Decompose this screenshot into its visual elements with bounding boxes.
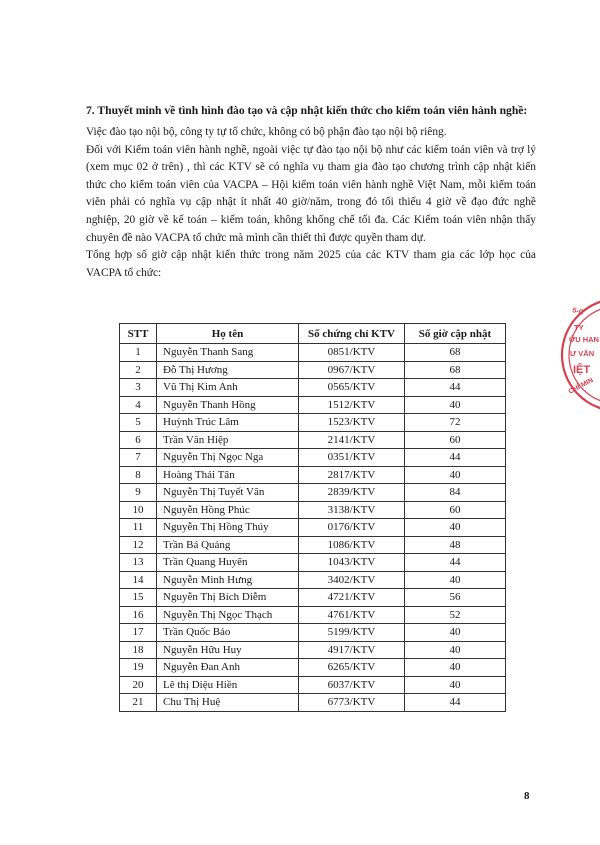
cell-stt: 6 <box>120 431 157 449</box>
cell-stt: 1 <box>120 344 157 362</box>
cell-cert: 0351/KTV <box>299 449 405 467</box>
cell-name: Chu Thị Huệ <box>157 694 299 712</box>
cell-stt: 7 <box>120 449 157 467</box>
cell-name: Lê thị Diệu Hiền <box>157 676 299 694</box>
cell-stt: 20 <box>120 676 157 694</box>
cell-hours: 44 <box>405 554 506 572</box>
cell-hours: 68 <box>405 344 506 362</box>
cell-cert: 0565/KTV <box>299 379 405 397</box>
seal-text-4: Ư VẤN <box>570 349 595 358</box>
cell-name: Nguyễn Hữu Huy <box>157 641 299 659</box>
cell-name: Nguyễn Minh Hưng <box>157 571 299 589</box>
cell-hours: 60 <box>405 501 506 519</box>
cell-hours: 40 <box>405 571 506 589</box>
cell-stt: 18 <box>120 641 157 659</box>
seal-text-3: ỨU HẠN <box>569 335 599 344</box>
cell-stt: 3 <box>120 379 157 397</box>
cell-stt: 17 <box>120 624 157 642</box>
cell-stt: 10 <box>120 501 157 519</box>
table-row <box>120 624 506 642</box>
table-row <box>120 466 506 484</box>
table-row <box>120 361 506 379</box>
table-row <box>120 484 506 502</box>
cell-cert: 1086/KTV <box>299 536 405 554</box>
table-row <box>120 519 506 537</box>
cell-hours: 40 <box>405 676 506 694</box>
table-row <box>120 676 506 694</box>
cell-hours: 72 <box>405 414 506 432</box>
cell-name: Huỳnh Trúc Lâm <box>157 414 299 432</box>
cell-hours: 44 <box>405 379 506 397</box>
table-row <box>120 379 506 397</box>
table-row <box>120 501 506 519</box>
cell-name: Nguyễn Thị Ngọc Nga <box>157 449 299 467</box>
cell-stt: 8 <box>120 466 157 484</box>
cell-cert: 6265/KTV <box>299 659 405 677</box>
cell-name: Hoàng Thái Tân <box>157 466 299 484</box>
table-row <box>120 344 506 362</box>
cell-cert: 2141/KTV <box>299 431 405 449</box>
table-row <box>120 589 506 607</box>
cell-hours: 84 <box>405 484 506 502</box>
table-header-row <box>120 324 506 344</box>
cell-cert: 2839/KTV <box>299 484 405 502</box>
table-row <box>120 449 506 467</box>
cell-name: Nguyễn Đan Anh <box>157 659 299 677</box>
table-row <box>120 694 506 712</box>
paragraph-ktv-obligations: Đối với Kiểm toán viên hành nghề, ngoài việc tự đào tạo nội bộ như các kiểm toán viên và trợ lý (xem mục 02 ở trên) , thì các KTV sẽ có nghĩa vụ tham gia đào tạo chương trình cập nhật kiến thức cho kiểm toán viên của VACPA – Hội kiểm toán viên hành nghề Việt Nam, mỗi kiểm toán viên phải có nghĩa vụ cập nhật ít nhất 40 giờ/năm, trong đó tối thiểu 4 giờ về đạo đức nghề nghiệp, 20 giờ về kế toán – kiểm toán, không khống chế tối đa. Các Kiểm toán viên nhận thấy chuyên đề nào VACPA tổ chức mà mình cần thiết thì được quyền tham dự. <box>86 143 536 244</box>
cell-hours: 40 <box>405 396 506 414</box>
cell-name: Nguyễn Thanh Hồng <box>157 396 299 414</box>
cell-hours: 56 <box>405 589 506 607</box>
page-number: 8 <box>524 790 530 802</box>
cell-hours: 40 <box>405 659 506 677</box>
cell-stt: 5 <box>120 414 157 432</box>
cell-hours: 44 <box>405 694 506 712</box>
section-heading: 7. Thuyết minh về tình hình đào tạo và cập nhật kiến thức cho kiểm toán viên hành nghề: <box>86 104 528 117</box>
cell-hours: 60 <box>405 431 506 449</box>
seal-text-1: 5-C <box>571 307 585 317</box>
seal-text-2: TY <box>574 323 584 332</box>
cell-hours: 44 <box>405 449 506 467</box>
cell-hours: 40 <box>405 466 506 484</box>
table-row <box>120 571 506 589</box>
table-row <box>120 554 506 572</box>
cell-cert: 1043/KTV <box>299 554 405 572</box>
cell-name: Nguyễn Thị Ngọc Thạch <box>157 606 299 624</box>
cell-hours: 40 <box>405 624 506 642</box>
cell-name: Nguyễn Hồng Phúc <box>157 501 299 519</box>
cell-stt: 14 <box>120 571 157 589</box>
seal-text-5: IỆT <box>573 364 591 376</box>
cell-cert: 0851/KTV <box>299 344 405 362</box>
cell-name: Nguyễn Thị Hồng Thúy <box>157 519 299 537</box>
table-row <box>120 396 506 414</box>
cell-cert: 4761/KTV <box>299 606 405 624</box>
cell-stt: 19 <box>120 659 157 677</box>
cell-cert: 1512/KTV <box>299 396 405 414</box>
table-row <box>120 641 506 659</box>
cell-name: Trần Quang Huyên <box>157 554 299 572</box>
cell-cert: 0967/KTV <box>299 361 405 379</box>
cell-stt: 15 <box>120 589 157 607</box>
cell-hours: 40 <box>405 641 506 659</box>
cell-cert: 3138/KTV <box>299 501 405 519</box>
cell-cert: 5199/KTV <box>299 624 405 642</box>
cell-hours: 52 <box>405 606 506 624</box>
cell-stt: 9 <box>120 484 157 502</box>
table-row <box>120 414 506 432</box>
paragraph-internal-training: Việc đào tạo nội bộ, công ty tự tổ chức, không có bộ phận đào tạo nội bộ riêng. <box>86 126 447 138</box>
table-row <box>120 536 506 554</box>
header-stt: STT <box>120 324 157 344</box>
cell-name: Trần Quốc Bảo <box>157 624 299 642</box>
cell-stt: 4 <box>120 396 157 414</box>
table-row <box>120 606 506 624</box>
cell-stt: 13 <box>120 554 157 572</box>
header-cert: Số chứng chỉ KTV <box>299 324 405 344</box>
cell-stt: 11 <box>120 519 157 537</box>
cell-name: Nguyễn Thanh Sang <box>157 344 299 362</box>
table-body <box>120 344 506 712</box>
cell-name: Nguyễn Thị Tuyết Vân <box>157 484 299 502</box>
cell-cert: 4721/KTV <box>299 589 405 607</box>
cell-cert: 6773/KTV <box>299 694 405 712</box>
cell-stt: 2 <box>120 361 157 379</box>
company-seal <box>556 290 600 420</box>
cell-cert: 0176/KTV <box>299 519 405 537</box>
cell-hours: 68 <box>405 361 506 379</box>
cell-stt: 21 <box>120 694 157 712</box>
cell-hours: 48 <box>405 536 506 554</box>
cell-cert: 1523/KTV <box>299 414 405 432</box>
seal-graphic <box>556 290 600 420</box>
cell-name: Nguyễn Thị Bích Diễm <box>157 589 299 607</box>
cell-cert: 4917/KTV <box>299 641 405 659</box>
seal-text-6: CHÍ MIN <box>567 376 595 396</box>
paragraph-summary-intro: Tổng hợp số giờ cập nhật kiến thức trong năm 2025 của các KTV tham gia các lớp học của VACPA tổ chức: <box>86 249 536 279</box>
header-name: Họ tên <box>157 324 299 344</box>
cell-stt: 16 <box>120 606 157 624</box>
cell-name: Đỗ Thị Hương <box>157 361 299 379</box>
cell-cert: 6037/KTV <box>299 676 405 694</box>
header-hours: Số giờ cập nhật <box>405 324 506 344</box>
cell-cert: 2817/KTV <box>299 466 405 484</box>
cell-name: Trần Văn Hiệp <box>157 431 299 449</box>
cell-cert: 3402/KTV <box>299 571 405 589</box>
cell-hours: 40 <box>405 519 506 537</box>
cell-name: Trần Bá Quảng <box>157 536 299 554</box>
cell-name: Vũ Thị Kim Anh <box>157 379 299 397</box>
ktv-hours-table <box>119 323 506 712</box>
table-row <box>120 431 506 449</box>
table-row <box>120 659 506 677</box>
section-body <box>86 124 536 282</box>
cell-stt: 12 <box>120 536 157 554</box>
